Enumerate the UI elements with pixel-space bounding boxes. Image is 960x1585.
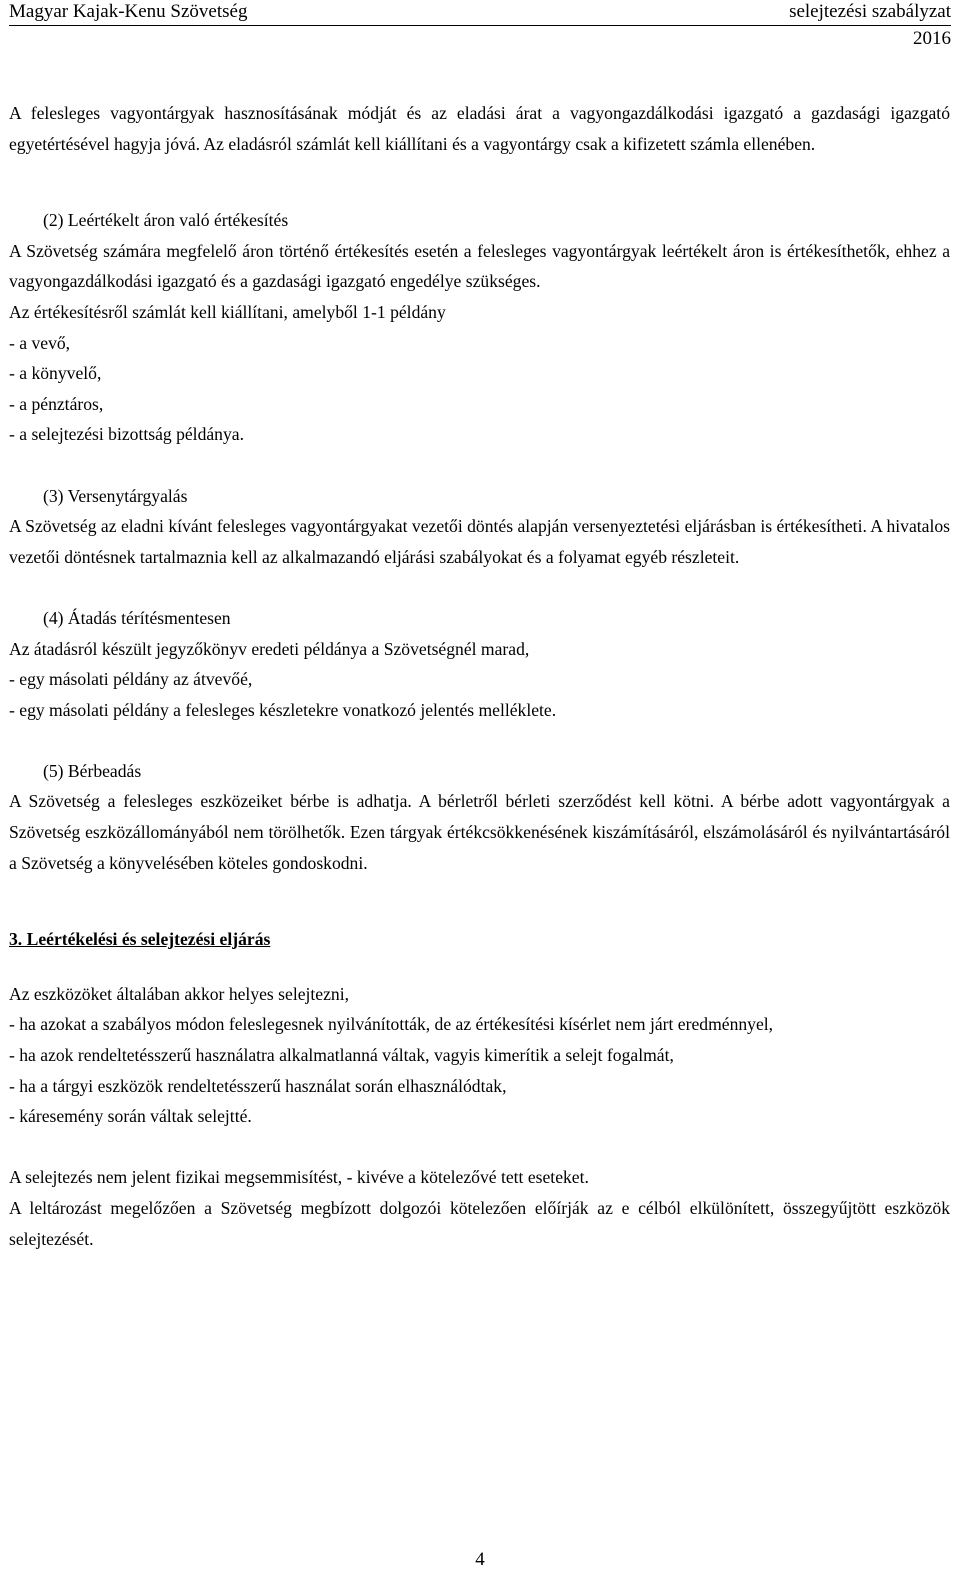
- list-item: - káresemény során váltak selejtté.: [9, 1106, 252, 1127]
- list-item: - a könyvelő,: [9, 363, 102, 384]
- section-3-closing-2: A leltározást megelőzően a Szövetség megbízott dolgozói kötelezően előírják az e célból elkülönített, összegyűjtött eszközök selejtezését.: [9, 1198, 950, 1249]
- section-title: 3. Leértékelési és selejtezési eljárás: [9, 929, 271, 950]
- list-item: - a vevő,: [9, 332, 71, 353]
- list-item: - a selejtezési bizottság példánya.: [9, 424, 244, 445]
- section-3-intro: Az eszközöket általában akkor helyes selejtezni,: [9, 983, 349, 1004]
- list-item: - a pénztáros,: [9, 393, 104, 414]
- subsection-5-paragraph: A Szövetség a felesleges eszközeiket bérbe is adhatja. A bérletről bérleti szerződést kell kötni. A bérbe adott vagyontárgyak a Szövetség eszközállományából nem törölhetők. Ezen tárgyak értékcsökkenésének kiszámításáról, elszámolásáról és nyilvántartásáról a Szövetség a könyvelésében köteles gondoskodni.: [9, 791, 950, 873]
- subsection-heading-3: (3) Versenytárgyalás: [43, 485, 188, 506]
- page-number: 4: [475, 1549, 485, 1570]
- document-body: [9, 98, 950, 1254]
- subsection-heading-5: (5) Bérbeadás: [43, 760, 142, 781]
- subsection-2-paragraph: A Szövetség számára megfelelő áron történő értékesítés esetén a felesleges vagyontárgyak leértékelt áron is értékesíthetők, ehhez a vagyongazdálkodási igazgató és a gazdasági igazgató engedélye szükséges.: [9, 240, 950, 292]
- page-header: [9, 0, 951, 24]
- subsection-2-invoice-line: Az értékesítésről számlát kell kiállítani, amelyből 1-1 példány: [9, 301, 446, 322]
- subsection-4-line: - egy másolati példány az átvevőé,: [9, 669, 253, 690]
- section-3-closing-1: A selejtezés nem jelent fizikai megsemmisítést, - kivéve a kötelezővé tett eseteket.: [9, 1167, 589, 1188]
- intro-paragraph: A felesleges vagyontárgyak hasznosításának módját és az eladási árat a vagyongazdálkodási igazgató a gazdasági igazgató egyetértésével hagyja jóvá. Az eladásról számlát kell kiállítani és a vagyontárgy csak a kifizetett számla ellenében.: [9, 103, 950, 154]
- list-item: - ha azokat a szabályos módon feleslegesnek nyilvánították, de az értékesítési kísérlet nem járt eredménnyel,: [9, 1014, 774, 1035]
- subsection-4-line: - egy másolati példány a felesleges készletekre vonatkozó jelentés melléklete.: [9, 699, 557, 720]
- subsection-heading-4: (4) Átadás térítésmentesen: [43, 607, 231, 628]
- subsection-3-paragraph: A Szövetség az eladni kívánt felesleges vagyontárgyakat vezetői döntés alapján versenyeztetési eljárásban is értékesítheti. A hivatalos vezetői döntésnek tartalmaznia kell az alkalmazandó eljárási szabályokat és a folyamat egyéb részleteit.: [9, 516, 950, 567]
- subsection-4-line: Az átadásról készült jegyzőkönyv eredeti példánya a Szövetségnél marad,: [9, 638, 530, 659]
- header-year: 2016: [913, 28, 951, 49]
- header-document-title: selejtezési szabályzat: [789, 1, 951, 22]
- list-item: - ha a tárgyi eszközök rendeltetésszerű használat során elhasználódtak,: [9, 1075, 507, 1096]
- header-organization: Magyar Kajak-Kenu Szövetség: [9, 1, 248, 22]
- header-rule: [9, 25, 951, 26]
- list-item: - ha azok rendeltetésszerű használatra alkalmatlanná váltak, vagyis kimerítik a selejt fogalmát,: [9, 1045, 674, 1066]
- subsection-heading-2: (2) Leértékelt áron való értékesítés: [43, 210, 289, 231]
